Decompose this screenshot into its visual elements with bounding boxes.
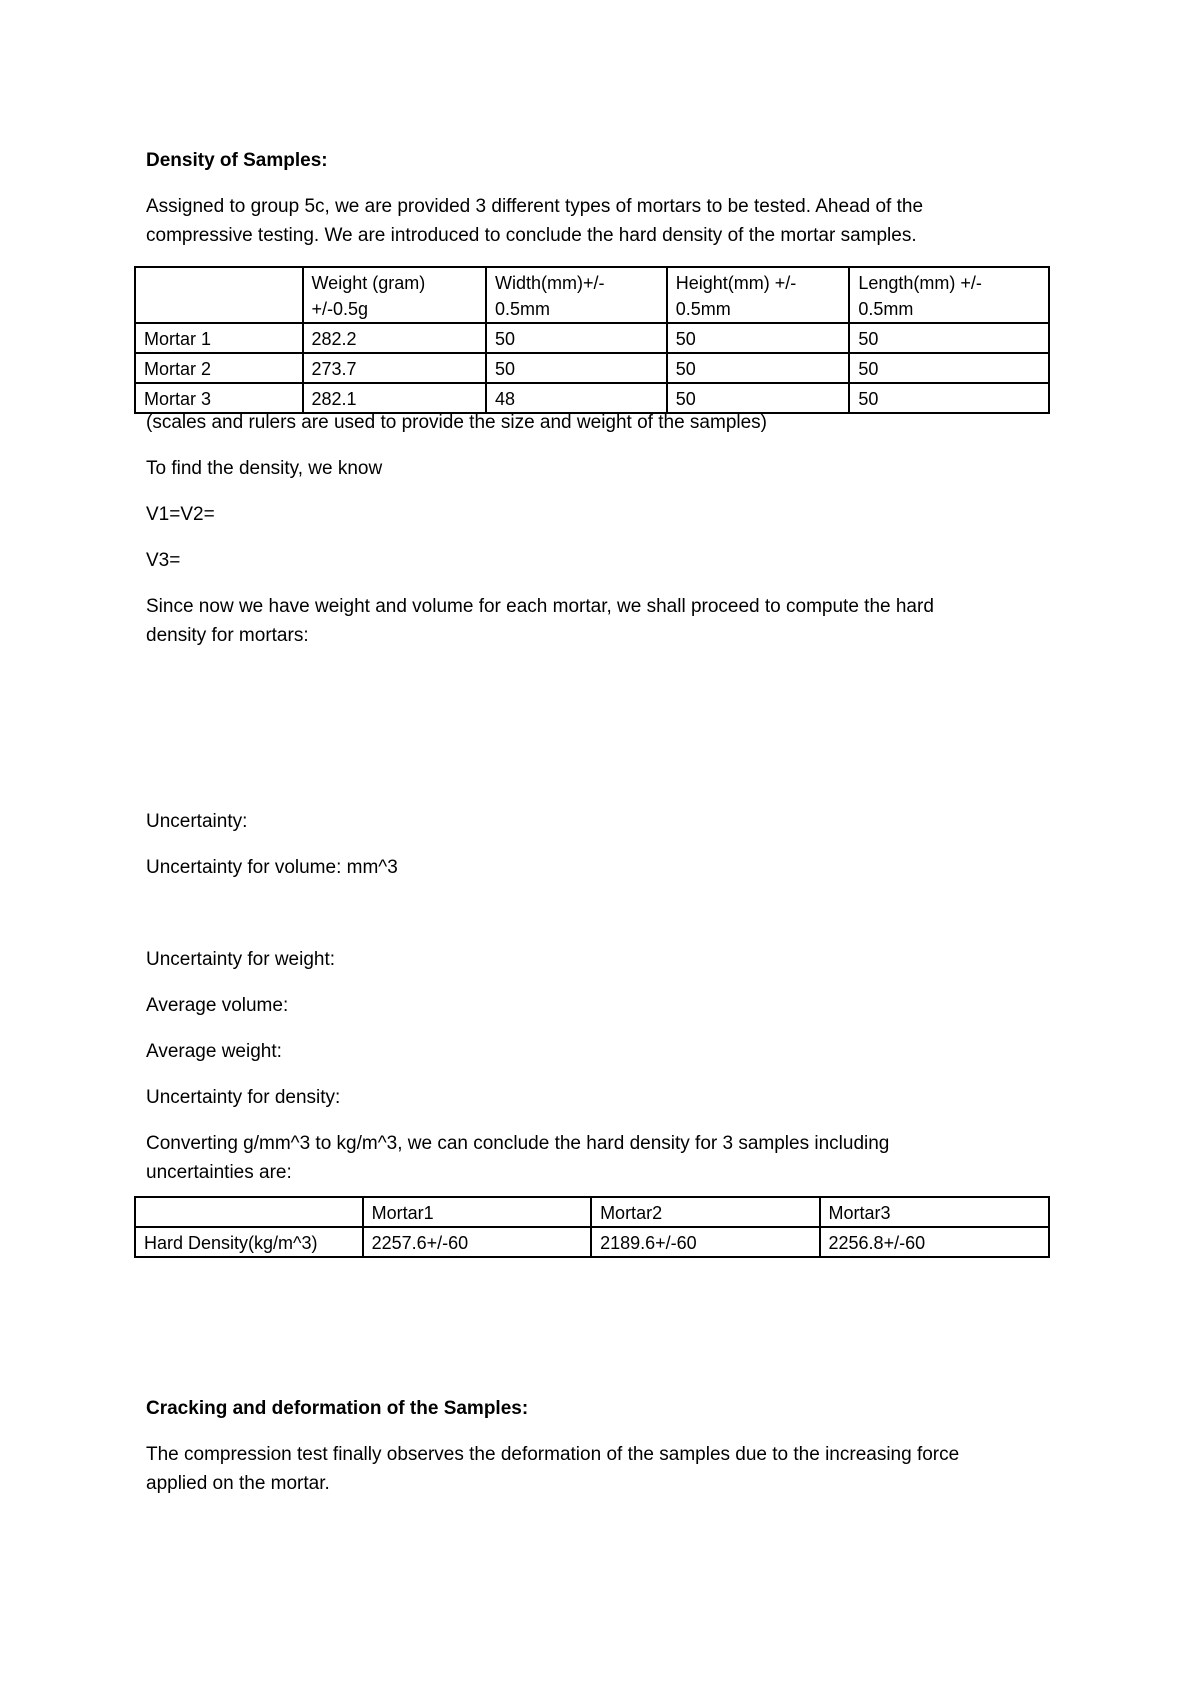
table-cell: 282.2	[303, 323, 486, 353]
header-line: 0.5mm	[858, 299, 914, 319]
find-density-text: To find the density, we know	[146, 458, 383, 479]
table-header-cell: Mortar1	[363, 1197, 591, 1227]
table-cell: 50	[849, 323, 1049, 353]
volume-v1-v2: V1=V2=	[146, 504, 215, 525]
table-header-cell	[135, 1197, 363, 1227]
table-header-cell: Mortar3	[820, 1197, 1049, 1227]
table-cell: 2257.6+/-60	[363, 1227, 591, 1257]
uncertainty-weight: Uncertainty for weight:	[146, 949, 336, 970]
table-cell: Hard Density(kg/m^3)	[135, 1227, 363, 1257]
cracking-line-1: The compression test finally observes the deformation of the samples due to the increasing force	[146, 1444, 960, 1465]
section-heading-density: Density of Samples:	[146, 150, 328, 171]
table-cell: 50	[667, 383, 850, 413]
table-cell: 50	[486, 323, 667, 353]
density-table-header-row	[135, 1197, 1049, 1227]
table-cell: Mortar 2	[135, 353, 303, 383]
table-cell: 50	[486, 353, 667, 383]
measurement-table-header-row	[135, 267, 1049, 323]
table-row	[135, 1227, 1049, 1257]
since-line-1: Since now we have weight and volume for each mortar, we shall proceed to compute the hard	[146, 596, 934, 617]
measurement-table	[134, 266, 1050, 414]
cracking-line-2: applied on the mortar.	[146, 1473, 330, 1494]
table-header-cell	[667, 267, 850, 323]
table-cell: 282.1	[303, 383, 486, 413]
table-header-cell	[486, 267, 667, 323]
volume-v3: V3=	[146, 550, 181, 571]
intro-line-2: compressive testing. We are introduced to conclude the hard density of the mortar samples.	[146, 225, 917, 246]
table-cell: 273.7	[303, 353, 486, 383]
header-line: 0.5mm	[675, 299, 731, 319]
hard-density-table	[134, 1196, 1050, 1258]
table-cell: 50	[849, 383, 1049, 413]
table-row	[135, 323, 1049, 353]
table-cell: 2189.6+/-60	[591, 1227, 819, 1257]
table-cell: Mortar 3	[135, 383, 303, 413]
table-cell: 50	[667, 323, 850, 353]
table-note: (scales and rulers are used to provide the size and weight of the samples)	[146, 412, 767, 433]
average-weight: Average weight:	[146, 1041, 282, 1062]
table-header-cell	[135, 267, 303, 323]
header-line: Height(mm) +/-	[675, 273, 797, 293]
header-line: Width(mm)+/-	[494, 273, 605, 293]
since-line-2: density for mortars:	[146, 625, 309, 646]
table-header-cell: Mortar2	[591, 1197, 819, 1227]
header-line: +/-0.5g	[311, 299, 369, 319]
table-cell: 2256.8+/-60	[820, 1227, 1049, 1257]
converting-line-1: Converting g/mm^3 to kg/m^3, we can conclude the hard density for 3 samples including	[146, 1133, 890, 1154]
converting-line-2: uncertainties are:	[146, 1162, 292, 1183]
uncertainty-volume: Uncertainty for volume: mm^3	[146, 857, 398, 878]
table-row	[135, 353, 1049, 383]
header-line: Weight (gram)	[311, 273, 426, 293]
section-heading-cracking: Cracking and deformation of the Samples:	[146, 1398, 529, 1419]
uncertainty-heading: Uncertainty:	[146, 811, 248, 832]
header-line: 0.5mm	[494, 299, 550, 319]
average-volume: Average volume:	[146, 995, 289, 1016]
table-header-cell	[849, 267, 1049, 323]
header-line: Length(mm) +/-	[858, 273, 982, 293]
intro-line-1: Assigned to group 5c, we are provided 3 different types of mortars to be tested. Ahead of the	[146, 196, 924, 217]
table-cell: 48	[486, 383, 667, 413]
table-header-cell	[303, 267, 486, 323]
table-cell: 50	[849, 353, 1049, 383]
table-cell: 50	[667, 353, 850, 383]
table-cell: Mortar 1	[135, 323, 303, 353]
uncertainty-density: Uncertainty for density:	[146, 1087, 341, 1108]
